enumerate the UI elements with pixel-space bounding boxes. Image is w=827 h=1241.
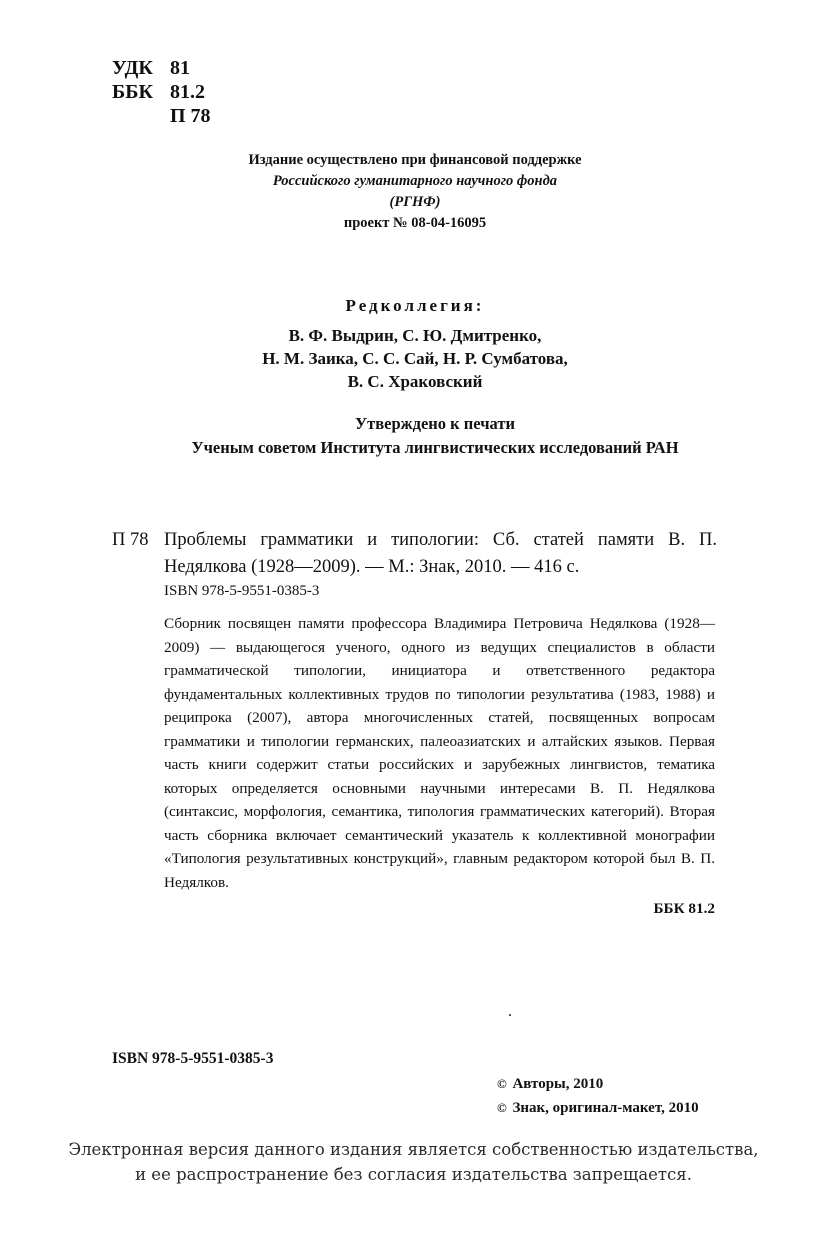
funding-note: [190, 150, 640, 234]
author-mark: П 78: [170, 105, 211, 127]
board-members-line: В. Ф. Выдрин, С. Ю. Дмитренко,: [288, 326, 542, 345]
funding-project-number: проект № 08-04-16095: [343, 215, 487, 231]
copyright-icon: ©: [497, 1076, 507, 1091]
author-mark-row: [112, 104, 211, 128]
copyright-authors: Авторы, 2010: [512, 1076, 604, 1092]
abstract-block: [164, 612, 715, 921]
print-speck: ·: [508, 1008, 513, 1022]
copyright-publisher: Знак, оригинал-макет, 2010: [512, 1100, 699, 1116]
udk-row: [112, 56, 211, 80]
udk-label: УДК: [112, 57, 153, 79]
approval-note: [100, 412, 770, 460]
bibliographic-entry: [112, 527, 717, 581]
copyright-line: [497, 1096, 699, 1120]
abstract-text: Сборник посвящен памяти профессора Владимира Петровича Недялкова (1928—2009) — выдающегося ученого, одного из ведущих специалистов в области грамматической типологии, инициатора и ответственного редактора фундаментальных коллективных трудов по типологии результатива (1983, 1988) и реципрока (2007), автора многочисленных статей, посвященных вопросам грамматики и типологии германских, палеоазиатских и алтайских языков. Первая часть книги содержит статьи российских и зарубежных лингвистов, тематика которых определяется основными научными интересами В. П. Недялкова (синтаксис, морфология, семантика, типология грамматических категорий). Вторая часть сборника включает семантический указатель к коллективной монографии «Типология результативных конструкций», главным редактором которой был В. П. Недялков.: [164, 615, 715, 891]
editorial-board-heading: Редколлегия:: [345, 296, 485, 315]
funding-line-1: Издание осуществлено при финансовой поддержке: [248, 152, 582, 168]
editorial-board: [160, 294, 670, 393]
copyright-line: [497, 1072, 699, 1096]
copyright-icon: ©: [497, 1100, 507, 1115]
board-members-line: В. С. Храковский: [347, 372, 483, 391]
bottom-isbn: ISBN 978-5-9551-0385-3: [112, 1050, 274, 1067]
funding-line-3: (РГНФ): [389, 194, 441, 210]
bbk-value: 81.2: [170, 81, 205, 103]
notice-line-2: и ее распространение без согласия издательства запрещается.: [135, 1165, 692, 1184]
copyright-block: [497, 1072, 699, 1120]
udk-value: 81: [170, 57, 190, 79]
bbk-label: ББК: [112, 81, 153, 103]
board-members-line: Н. М. Заика, С. С. Сай, Н. Р. Сумбатова,: [262, 349, 568, 368]
entry-code: П 78: [112, 530, 149, 550]
approval-line-1: Утверждено к печати: [355, 414, 515, 433]
abstract-bbk: ББК 81.2: [653, 900, 715, 917]
electronic-version-notice: [60, 1137, 767, 1187]
approval-line-2: Ученым советом Института лингвистических исследований РАН: [191, 438, 679, 457]
funding-line-2: Российского гуманитарного научного фонда: [272, 173, 558, 189]
bbk-row: [112, 80, 211, 104]
classification-codes: [112, 56, 211, 128]
entry-description: Проблемы грамматики и типологии: Сб. статей памяти В. П. Недялкова (1928—2009). — М.: Знак, 2010. — 416 с.: [164, 530, 717, 577]
entry-isbn: ISBN 978-5-9551-0385-3: [164, 583, 320, 599]
notice-line-1: Электронная версия данного издания является собственностью издательства,: [68, 1140, 759, 1159]
